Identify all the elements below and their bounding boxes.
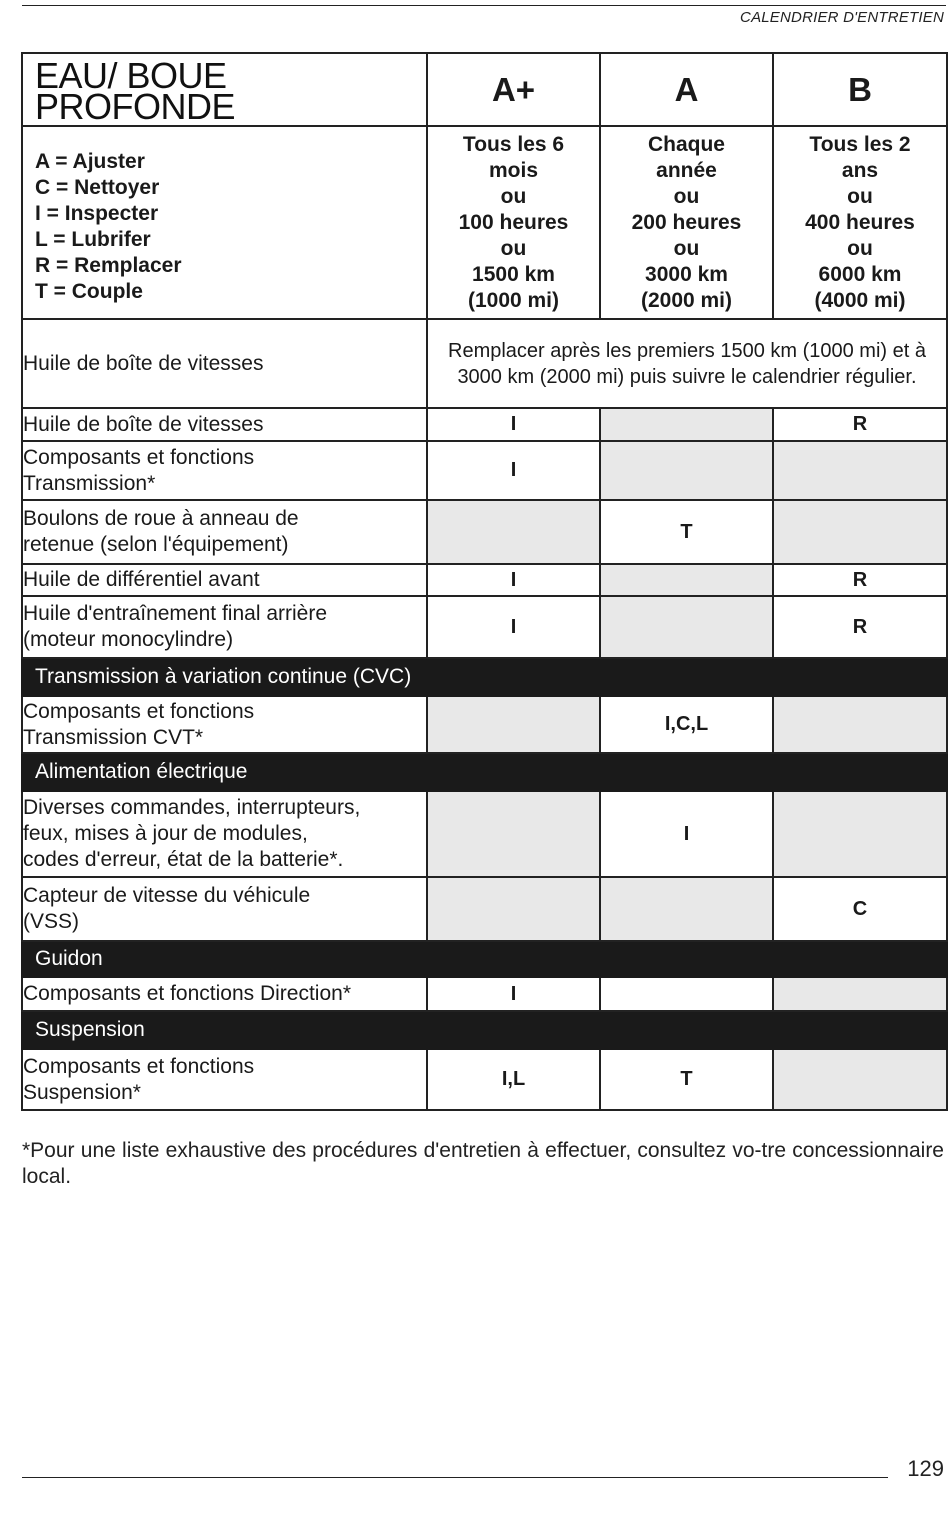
cell-a: T (600, 1049, 773, 1110)
cell-a (600, 977, 773, 1011)
table-row (22, 596, 947, 658)
legend-item: I = Inspecter (35, 201, 159, 225)
cell-b (773, 500, 947, 564)
legend-item: A = Ajuster (35, 149, 145, 173)
task-label: Huile de boîte de vitesses (22, 408, 427, 441)
bottom-rule (22, 1477, 888, 1478)
cell-a (600, 877, 773, 941)
task-label: Huile de boîte de vitesses (22, 319, 427, 408)
table-row (22, 977, 947, 1011)
cell-a (600, 564, 773, 596)
task-label: Composants et fonctions Transmission* (22, 441, 427, 500)
legend-row (22, 126, 947, 319)
legend (22, 126, 427, 319)
section-header-row (22, 658, 947, 696)
cell-b: R (773, 564, 947, 596)
legend-item: R = Remplacer (35, 253, 182, 277)
cell-a: I,C,L (600, 696, 773, 753)
cell-b (773, 441, 947, 500)
cell-a-plus (427, 791, 600, 877)
cell-a-plus (427, 696, 600, 753)
task-label: Composants et fonctions Direction* (22, 977, 427, 1011)
cell-a-plus: I (427, 564, 600, 596)
cell-b (773, 977, 947, 1011)
cell-a-plus: I,L (427, 1049, 600, 1110)
table-header-row (22, 53, 947, 126)
task-label: Composants et fonctions Transmission CVT* (22, 696, 427, 753)
cell-a-plus (427, 877, 600, 941)
section-header-row (22, 941, 947, 977)
legend-item: L = Lubrifer (35, 227, 151, 251)
cell-b (773, 791, 947, 877)
interval-a-plus: Tous les 6 mois ou 100 heures ou 1500 km (1000 mi) (427, 126, 600, 319)
top-rule (22, 5, 946, 6)
cell-b (773, 696, 947, 753)
cell-b: R (773, 596, 947, 658)
table-row (22, 564, 947, 596)
footnote: *Pour une liste exhaustive des procédures d'entretien à effectuer, consultez vo-tre concessionnaire local. (22, 1139, 944, 1188)
break-in-note: Remplacer après les premiers 1500 km (1000 mi) et à 3000 km (2000 mi) puis suivre le calendrier régulier. (427, 319, 947, 408)
task-label: Composants et fonctions Suspension* (22, 1049, 427, 1110)
section-header-handlebar: Guidon (22, 941, 947, 977)
table-row (22, 791, 947, 877)
table-title-line1: EAU/ BOUE (35, 55, 227, 96)
interval-a: Chaque année ou 200 heures ou 3000 km (2000 mi) (600, 126, 773, 319)
section-header-electrical: Alimentation électrique (22, 753, 947, 791)
table-row (22, 500, 947, 564)
cell-a: I (600, 791, 773, 877)
table-row (22, 696, 947, 753)
cell-b: C (773, 877, 947, 941)
table-title-line2: PROFONDE (35, 86, 236, 127)
column-header-b: B (773, 53, 947, 126)
cell-a-plus: I (427, 596, 600, 658)
cell-a-plus: I (427, 977, 600, 1011)
column-header-a: A (600, 53, 773, 126)
table-title (22, 53, 427, 126)
task-label: Huile d'entraînement final arrière (moteur monocylindre) (22, 596, 427, 658)
section-header-row (22, 1011, 947, 1049)
section-header-cvc: Transmission à variation continue (CVC) (22, 658, 947, 696)
cell-a: T (600, 500, 773, 564)
maintenance-schedule-table (21, 52, 948, 1111)
cell-a-plus: I (427, 441, 600, 500)
running-head: CALENDRIER D'ENTRETIEN (740, 9, 944, 26)
table-row (22, 408, 947, 441)
section-header-row (22, 753, 947, 791)
table-row (22, 319, 947, 408)
cell-b (773, 1049, 947, 1110)
interval-b: Tous les 2 ans ou 400 heures ou 6000 km (4000 mi) (773, 126, 947, 319)
task-label: Capteur de vitesse du véhicule (VSS) (22, 877, 427, 941)
cell-a-plus: I (427, 408, 600, 441)
cell-a (600, 596, 773, 658)
cell-a (600, 441, 773, 500)
cell-a-plus (427, 500, 600, 564)
task-label: Huile de différentiel avant (22, 564, 427, 596)
column-header-a-plus: A+ (427, 53, 600, 126)
legend-item: C = Nettoyer (35, 175, 160, 199)
section-header-suspension: Suspension (22, 1011, 947, 1049)
legend-item: T = Couple (35, 279, 143, 303)
table-row (22, 441, 947, 500)
task-label: Diverses commandes, interrupteurs, feux, mises à jour de modules, codes d'erreur, état de la batterie*. (22, 791, 427, 877)
page-number: 129 (907, 1456, 944, 1481)
task-label: Boulons de roue à anneau de retenue (selon l'équipement) (22, 500, 427, 564)
table-row (22, 877, 947, 941)
table-row (22, 1049, 947, 1110)
cell-b: R (773, 408, 947, 441)
cell-a (600, 408, 773, 441)
